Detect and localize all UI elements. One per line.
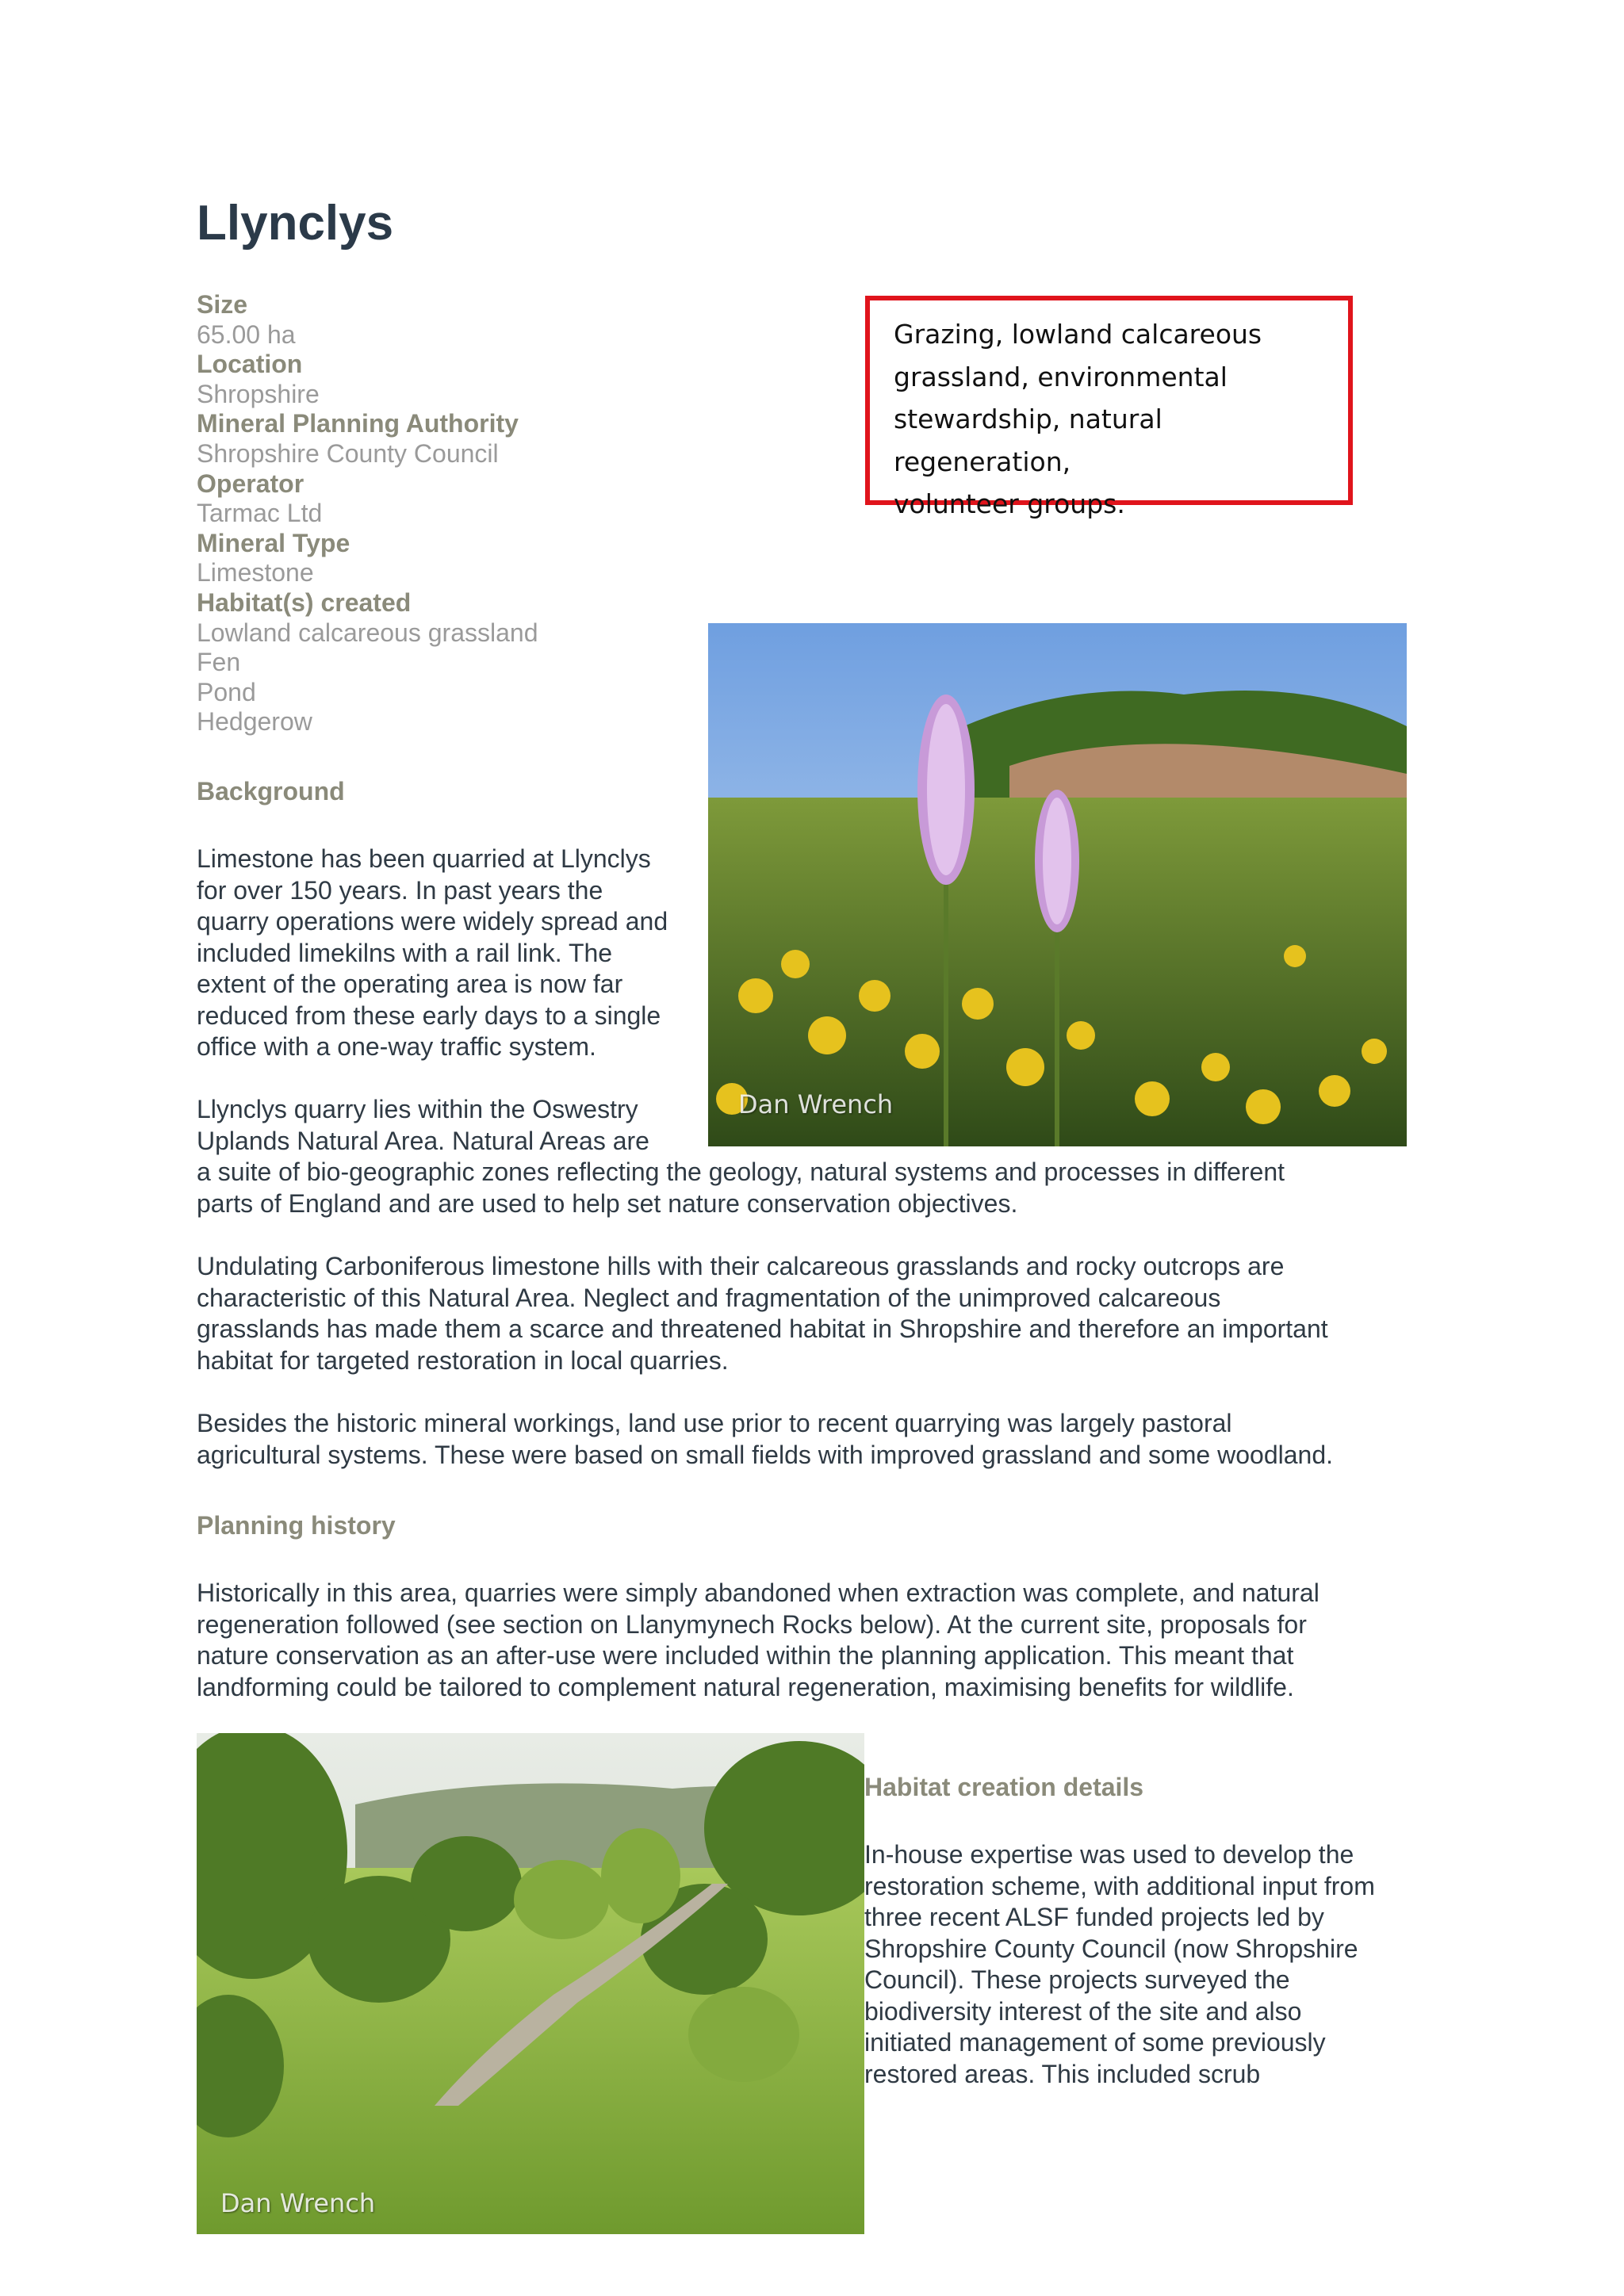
text-line: landforming could be tailored to complement natural regeneration, maximising benefits for wildlife. bbox=[197, 1672, 1294, 1701]
keywords-line: stewardship, natural regeneration, bbox=[894, 404, 1162, 477]
text-line: office with a one-way traffic system. bbox=[197, 1032, 596, 1061]
text-line: for over 150 years. In past years the bbox=[197, 875, 603, 905]
text-line: biodiversity interest of the site and also bbox=[864, 1996, 1302, 2026]
text-line: a suite of bio-geographic zones reflecting the geology, natural systems and processes in different bbox=[197, 1158, 1285, 1186]
valley-photo-image bbox=[197, 1733, 864, 2234]
planning-paragraph-1 bbox=[197, 1578, 1434, 1703]
habitat-value: Pond bbox=[197, 677, 256, 706]
text-line: Shropshire County Council (now Shropshire bbox=[864, 1934, 1358, 1963]
background-paragraph-4 bbox=[197, 1408, 1434, 1471]
page-title: Llynclys bbox=[197, 196, 394, 251]
background-heading: Background bbox=[197, 777, 345, 806]
text-line: Undulating Carboniferous limestone hills with their calcareous grasslands and rocky outcrops are bbox=[197, 1252, 1285, 1280]
text-line: regeneration followed (see section on Llanymynech Rocks below). At the current site, proposals for bbox=[197, 1609, 1307, 1639]
text-line: Historically in this area, quarries were simply abandoned when extraction was complete, and natural bbox=[197, 1578, 1320, 1607]
text-line: reduced from these early days to a single bbox=[197, 1001, 661, 1030]
text-line: In-house expertise was used to develop the bbox=[864, 1840, 1354, 1869]
text-line: nature conservation as an after-use were included within the planning application. This meant that bbox=[197, 1641, 1294, 1670]
text-line: restored areas. This included scrub bbox=[864, 2059, 1261, 2088]
keywords-line: grassland, environmental bbox=[894, 361, 1228, 392]
text-line: restoration scheme, with additional input from bbox=[864, 1871, 1375, 1900]
orchid-photo-image bbox=[708, 623, 1407, 1146]
text-line: Limestone has been quarried at Llynclys bbox=[197, 844, 651, 873]
text-line: Besides the historic mineral workings, land use prior to recent quarrying was largely pastoral bbox=[197, 1409, 1232, 1437]
text-line: habitat for targeted restoration in local quarries. bbox=[197, 1345, 729, 1375]
background-paragraph-3 bbox=[197, 1251, 1434, 1376]
mineral-label: Mineral Type bbox=[197, 528, 350, 557]
habitat-creation-heading: Habitat creation details bbox=[864, 1773, 1144, 1801]
text-line: Uplands Natural Area. Natural Areas are bbox=[197, 1126, 649, 1155]
planning-heading: Planning history bbox=[197, 1511, 396, 1540]
text-line: included limekilns with a rail link. The bbox=[197, 938, 613, 967]
keywords-box bbox=[865, 296, 1353, 519]
text-line: grasslands has made them a scarce and threatened habitat in Shropshire and therefore an important bbox=[197, 1314, 1328, 1343]
habitat-value: Lowland calcareous grassland bbox=[197, 618, 538, 647]
text-line: Llynclys quarry lies within the Oswestry bbox=[197, 1095, 638, 1123]
text-line: extent of the operating area is now far bbox=[197, 970, 623, 998]
valley-photo-credit: Dan Wrench bbox=[220, 2188, 376, 2218]
size-label: Size bbox=[197, 290, 248, 319]
operator-value: Tarmac Ltd bbox=[197, 499, 323, 528]
mineral-value: Limestone bbox=[197, 558, 314, 587]
text-line: three recent ALSF funded projects led by bbox=[864, 1903, 1324, 1931]
location-label: Location bbox=[197, 350, 303, 379]
authority-label: Mineral Planning Authority bbox=[197, 409, 519, 438]
keywords-line: Grazing, lowland calcareous bbox=[894, 319, 1262, 350]
habitat-value: Hedgerow bbox=[197, 707, 312, 737]
site-facts bbox=[197, 290, 752, 737]
text-line: quarry operations were widely spread and bbox=[197, 907, 668, 936]
authority-value: Shropshire County Council bbox=[197, 438, 499, 468]
keywords-line: volunteer groups. bbox=[894, 488, 1125, 519]
text-line: characteristic of this Natural Area. Neglect and fragmentation of the unimproved calcareous bbox=[197, 1283, 1221, 1312]
text-line: Council). These projects surveyed the bbox=[864, 1965, 1290, 1994]
valley-photo bbox=[197, 1733, 864, 2234]
text-line: parts of England and are used to help set nature conservation objectives. bbox=[197, 1188, 1018, 1218]
location-value: Shropshire bbox=[197, 379, 320, 408]
operator-label: Operator bbox=[197, 469, 304, 498]
background-paragraph-1 bbox=[197, 844, 720, 1063]
habitat-value: Fen bbox=[197, 648, 241, 677]
habitat-creation-paragraph-1 bbox=[864, 1839, 1451, 2090]
orchid-photo-credit: Dan Wrench bbox=[738, 1089, 894, 1119]
size-value: 65.00 ha bbox=[197, 320, 296, 349]
background-paragraph-2 bbox=[197, 1094, 1434, 1219]
orchid-photo bbox=[708, 623, 1407, 1146]
text-line: initiated management of some previously bbox=[864, 2028, 1326, 2057]
text-line: agricultural systems. These were based on small fields with improved grassland and some woodland. bbox=[197, 1440, 1333, 1469]
habitat-label: Habitat(s) created bbox=[197, 587, 412, 617]
